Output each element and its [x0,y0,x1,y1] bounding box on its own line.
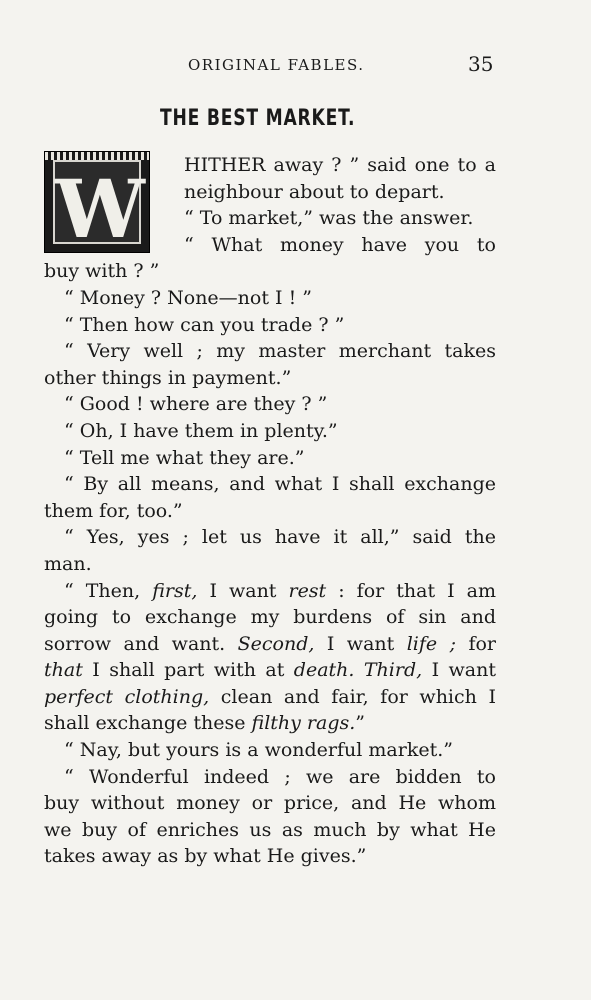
drop-cap-letter: W [55,162,145,256]
small-caps-text: HITHER [184,154,266,176]
page-number: 35 [468,52,494,76]
emphasis-text: death. [293,659,355,682]
text-line: “ Yes, yes ; let us have it all,” said the [64,526,496,549]
text-line: buy without money or price, and He whom [44,792,496,815]
text-line: “ Then how can you trade ? ” [64,313,345,336]
text-line: neighbour about to depart. [184,180,445,203]
fable-body [44,152,496,870]
text-line: other things in payment.” [44,366,292,389]
text-line: that I shall part with at death. Third, I want [44,659,496,682]
text-line: “ Good ! where are they ? ” [64,393,328,416]
text-line: perfect clothing, clean and fair, for which I [44,685,496,708]
emphasis-text: life ; [406,632,456,655]
text-line: “ Very well ; my master merchant takes [64,340,496,363]
emphasis-text: rest [288,579,327,602]
text-line: HITHER away ? ” said one to a [184,154,496,176]
text-line: “ To market,” was the answer. [184,207,474,230]
text-line: takes away as by what He gives.” [44,845,367,868]
text-line: “ Wonderful indeed ; we are bidden to [64,765,496,788]
text-line: “ Tell me what they are.” [64,446,305,469]
emphasis-text: filthy rags. [251,712,356,735]
running-head: ORIGINAL FABLES. [188,56,365,74]
text-line: “ What money have you to [184,233,496,256]
emphasis-text: first, [152,579,198,602]
text-line: man. [44,552,92,575]
text-line: we buy of enriches us as much by what He [44,818,496,841]
text-line: them for, too.” [44,499,183,522]
text-line: “ Money ? None—not I ! ” [64,286,312,309]
emphasis-text: that [44,659,83,682]
emphasis-text: Third, [363,659,423,682]
emphasis-text: perfect clothing, [44,685,210,708]
text-line: buy with ? ” [44,260,160,283]
fable-title: THE BEST MARKET. [160,106,356,131]
text-line: “ Then, first, I want rest : for that I am [64,579,497,602]
text-line: sorrow and want. Second, I want life ; for [44,632,496,655]
text-line: shall exchange these filthy rags.” [44,712,365,735]
text-line: “ By all means, and what I shall exchange [64,473,496,496]
emphasis-text: Second, [237,632,315,655]
text-line: going to exchange my burdens of sin and [44,606,496,629]
text-line: “ Oh, I have them in plenty.” [64,419,338,442]
text-line: “ Nay, but yours is a wonderful market.” [64,739,453,762]
